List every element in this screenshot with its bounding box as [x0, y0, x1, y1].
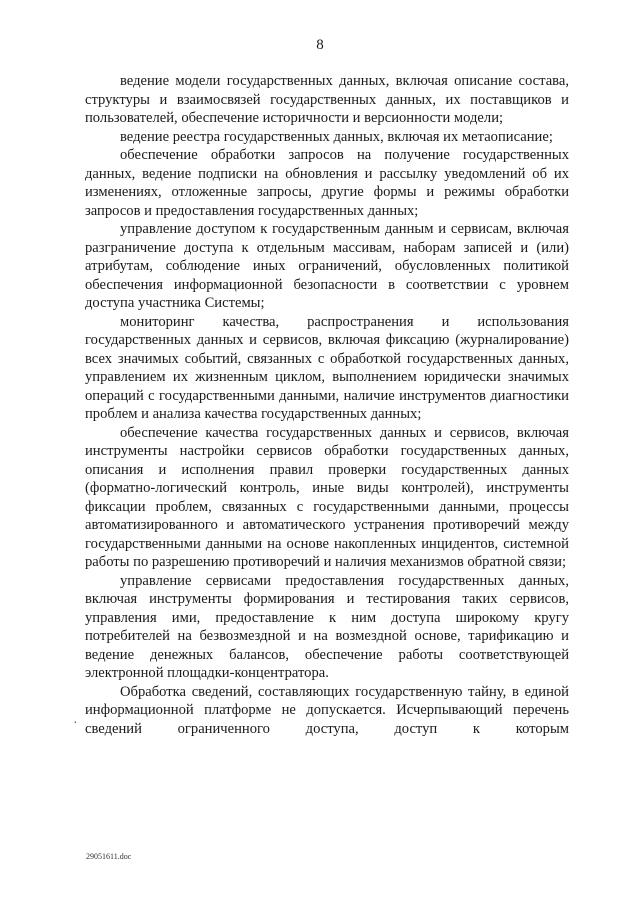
paragraph: обеспечение обработки запросов на получение государственных данных, ведение подписки на обновления и рассылку уведомлений об их изменениях, отложенные запросы, другие формы и режимы обработки запросов и предоставления государственных данных;: [85, 147, 569, 219]
paragraph: Обработка сведений, составляющих государственную тайну, в единой информационной платформе не допускается. Исчерпывающий перечень сведений ограниченного доступа, доступ к которым: [85, 683, 569, 737]
paragraph: ведение модели государственных данных, включая описание состава, структуры и взаимосвязей государственных данных, их поставщиков и пользователей, обеспечение историчности и версионности модели;: [85, 73, 569, 126]
paragraph: мониторинг качества, распространения и использования государственных данных и сервисов, включая фиксацию (журналирование) всех значимых событий, связанных с обработкой государственных данных, управлением их жизненным циклом, выполнением юридически значимых операций с государственными данными, наличие инструментов диагностики проблем и анализа качества государственных данных;: [85, 313, 569, 422]
paragraph: обеспечение качества государственных данных и сервисов, включая инструменты настройки сервисов обработки государственных данных, описания и исполнения правил проверки государственных данных (форматно-логический контроль, иные виды контролей), инструменты фиксации проблем, связанных с государственными данными, процессы автоматизированного и автоматического устранения противоречий между государственными данными на основе накопленных инцидентов, системной работы по разрешению противоречий и наличия механизмов обратной связи;: [85, 424, 569, 570]
margin-mark: ·: [73, 716, 78, 731]
paragraph: управление доступом к государственным данным и сервисам, включая разграничение доступа к отдельным массивам, наборам записей и (или) атрибутам, соблюдение иных ограничений, обусловленных политикой обеспечения информационной безопасности в соответствии с уровнем доступа участника Системы;: [85, 221, 569, 311]
footer-file-code: 29051611.doc: [86, 852, 132, 861]
page-number: 8: [316, 37, 324, 53]
document-body: [85, 72, 569, 738]
paragraph: управление сервисами предоставления государственных данных, включая инструменты формирования и тестирования таких сервисов, управления ими, предоставление к ним доступа широкому кругу потребителей на безвозмездной и на возмездной основе, тарификацию и ведение денежных балансов, обеспечение работы соответствующей электронной площадки-концентратора.: [85, 572, 569, 681]
paragraph: ведение реестра государственных данных, включая их метаописание;: [120, 128, 553, 145]
